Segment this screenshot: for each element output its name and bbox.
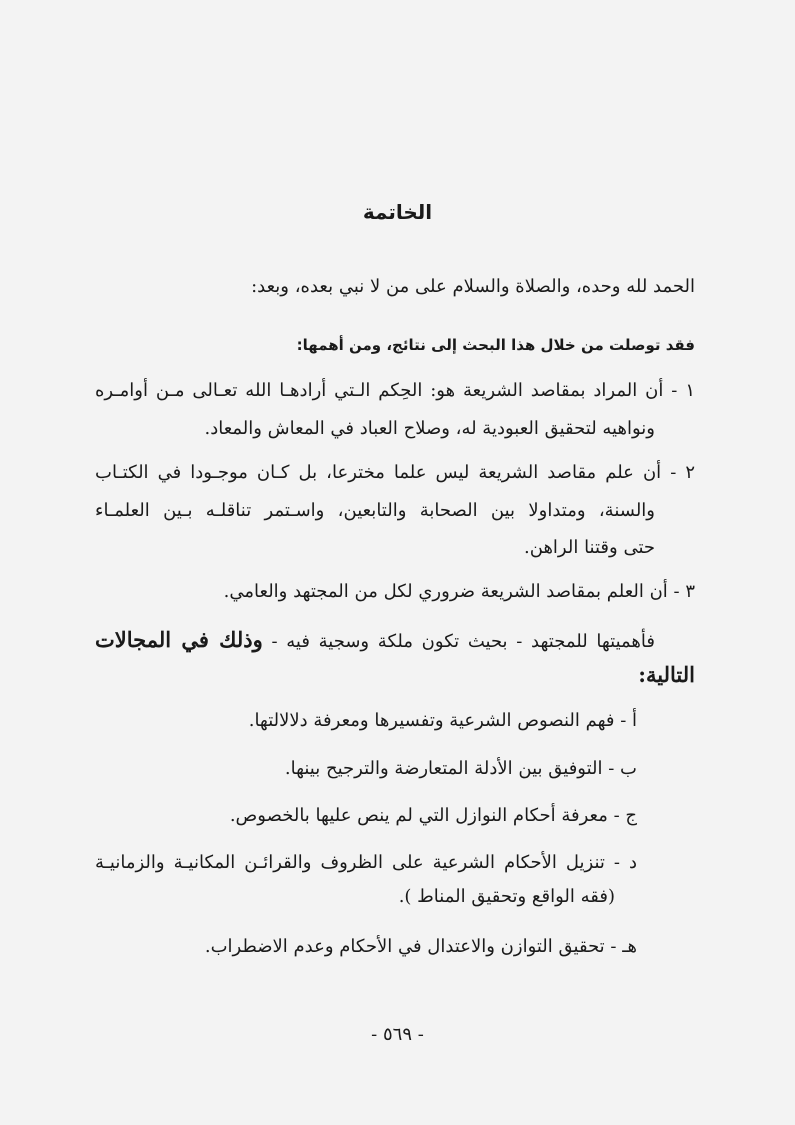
subitem-e: هـ - تحقيق التوازن والاعتدال في الأحكام وعدم الاضطراب. xyxy=(204,936,637,957)
page-number: - ٥٦٩ - xyxy=(371,1024,424,1045)
item-3-line-1: ٣ - أن العلم بمقاصد الشريعة ضروري لكل من المجتهد والعامي. xyxy=(223,581,695,602)
importance-bold-text: وذلك في المجالات xyxy=(95,627,263,652)
item-1-line-2: ونواهيه لتحقيق العبودية له، وصلاح العباد في المعاش والمعاد. xyxy=(204,418,655,439)
item-1-line-1: ١ - أن المراد بمقاصد الشريعة هو: الحِكم الـتي أرادهـا الله تعـالى مـن أوامـره xyxy=(95,380,695,401)
importance-line-1 xyxy=(95,625,655,657)
subitem-a: أ - فهم النصوص الشرعية وتفسيرها ومعرفة دلالالتها. xyxy=(248,710,637,731)
page-title: الخاتمة xyxy=(362,200,433,224)
subitem-c: ج - معرفة أحكام النوازل التي لم ينص عليها بالخصوص. xyxy=(229,805,637,826)
subitem-b: ب - التوفيق بين الأدلة المتعارضة والترجيح بينها. xyxy=(284,758,637,779)
praise-line: الحمد لله وحده، والصلاة والسلام على من لا نبي بعده، وبعد: xyxy=(251,276,695,297)
subitem-d-line-1: د - تنزيل الأحكام الشرعية على الظروف والقرائـن المكانيـة والزمانيـة xyxy=(95,852,637,873)
item-2-line-3: حتى وقتنا الراهن. xyxy=(524,537,655,558)
subitem-d-line-2: (فقه الواقع وتحقيق المناط ). xyxy=(398,886,615,907)
intro-line: فقد توصلت من خلال هذا البحث إلى نتائج، ومن أهمها: xyxy=(296,336,695,354)
importance-text: فأهميتها للمجتهد - بحيث تكون ملكة وسجية فيه - xyxy=(262,631,656,652)
importance-line-2: التالية: xyxy=(638,662,695,687)
item-2-line-2: والسنة، ومتداولا بين الصحابة والتابعين، واسـتمر تناقلـه بـين العلمـاء xyxy=(95,500,655,521)
item-2-line-1: ٢ - أن علم مقاصد الشريعة ليس علما مخترعا، بل كـان موجـودا في الكتـاب xyxy=(95,462,695,483)
